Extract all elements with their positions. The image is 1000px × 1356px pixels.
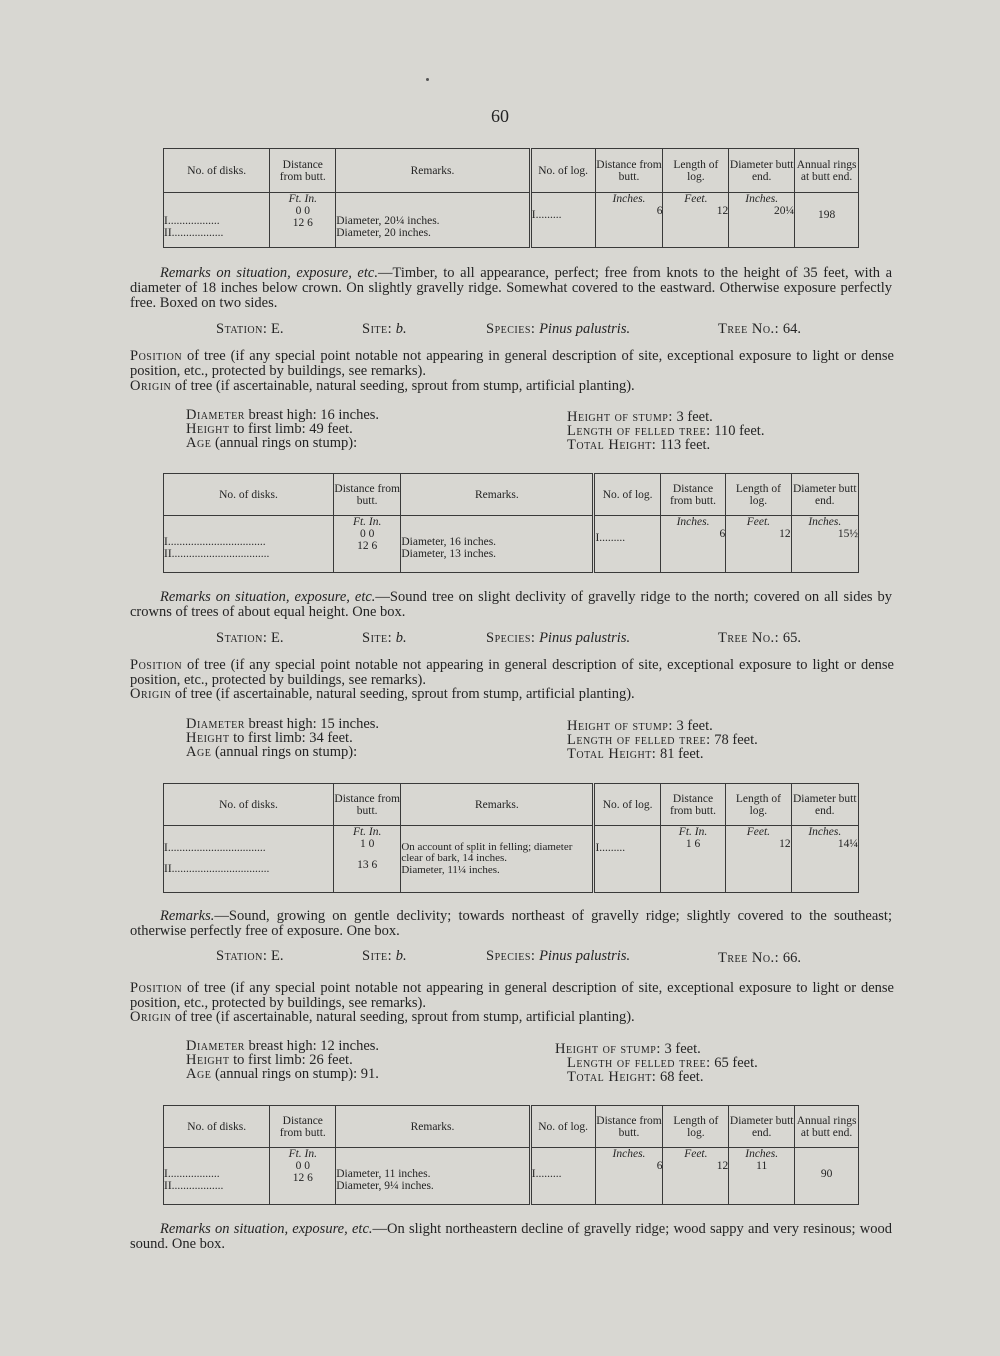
remarks-paragraph: Remarks on situation, exposure, etc.—Sound tree on slight declivity of gravelly ridge to the north; covered on all sides by crowns of trees of about equal height. One box. bbox=[130, 589, 892, 620]
col-header-length-log: Length of log. bbox=[663, 149, 729, 193]
table-row: I.................................. II.................................. Ft. In. 1 0 13 6 On account of split in felling; diameter clear of bark, 14 inches. Diameter, 11¼ inches. I......... Ft. In. 1 6 Feet. 12 Inches. 14¼ bbox=[164, 826, 859, 893]
measurement-table-65: No. of disks. Distance from butt. Remarks. No. of log. Distance from butt. Length of log. Diameter butt end. I.................................. II.................................. Ft. In. 1 0 13 6 On account of split in felling; diameter clear of bark, 14 inches. Diameter, 11¼ inches. I......... Ft. In. 1 6 Feet. 12 Inches. 14¼ bbox=[163, 783, 859, 893]
col-header-no-disks: No. of disks. bbox=[164, 149, 270, 193]
measurement-table-previous bbox=[163, 148, 859, 248]
col-header-log-distance: Distance from butt. bbox=[595, 149, 663, 193]
measurement-table-66: No. of disks. Distance from butt. Remarks. No. of log. Distance from butt. Length of log. Diameter butt end. Annual rings at butt end. I.................. II.................. Ft. In. 0 0 12 6 Diameter, 11 inches. Diameter, 9¼ inches. I......... Inches. 6 Feet. 12 Inches. 11 90 bbox=[163, 1105, 859, 1205]
disk-row: II.................. bbox=[164, 227, 224, 239]
col-header-annual-rings: Annual rings at butt end. bbox=[795, 149, 859, 193]
table-row: I.................. II.................. Ft. In. 0 0 12 6 Diameter, 20¼ inches. Diameter, 20 inches. I......... Inches. 6 Feet. 12 Inches. 20¼ 198 bbox=[164, 193, 859, 248]
table-row: I.................................. II.................................. Ft. In. 0 0 12 6 Diameter, 16 inches. Diameter, 13 inches. I......... Inches. 6 Feet. 12 Inches. 15½ bbox=[164, 516, 859, 573]
document-page: 60 No. of disks. Distance from butt. Remarks. No. of log. Distance from butt. Length of log. Diameter butt end. Annual rings at butt end. I.................. II.................. Ft. In. 0 0 12 6 Diameter, 20¼ inches. Diameter, 20 inches. I......... Inches. 6 Feet. 12 Inches. 20¼ 198 Remarks on situation, exposure, etc.—Timber, to all appearance, perfect; free from knots to the height of 35 feet, with a diameter of 18 inches below crown. On slightly gravelly ridge. Somewhat covered to the eastward. Otherwise exposure perfectly free. Boxed on two sides. Station: E. Site: b. Species: Pinus palustris. Tree No.: 64. Position of tree (if any special point notable not appearing in general description of site, exceptional exposure to light or dense position, etc., protected by buildings, see remarks). Origin of tree (if ascertainable, natural seeding, sprout from stump, artificial planting). Diameter breast high: 16 inches. Height to first limb: 49 feet. Age (annual rings on stump): Height of stump: 3 feet. Length of felled tree: 110 feet. Total Height: 113 feet. No. of disks. Distance from butt. Remarks. No. of log. Distance from butt. Length of log. Diameter butt end. I.................................. II.................................. Ft. In. 0 0 12 6 Diameter, 16 inches. Diameter, 13 inches. I......... Inches. 6 Feet. 12 Inches. 15½ Remarks on situation, exposure, etc.—Sound tree on slight declivity of gravelly ridge to the north; covered on all sides by crowns of trees of about equal height. One box. Station: E. Site: b. Species: Pinus palustris. Tree No.: 65. Position of tree (if any special point notable not appearing in general description of site, exceptional exposure to light or dense position, etc., protected by buildings, see remarks). Origin of tree (if ascertainable, natural seeding, sprout from stump, artificial planting). Diameter breast high: 15 inches. Height to first limb: 34 feet. Age (annual rings on stump): Height of stump: 3 feet. Length of felled tree: 78 feet. Total Height: 81 feet. No. of disks. Distance from butt. Remarks. No. of log. Distance from butt. Length of log. Diameter butt end. I.................................. II.................................. Ft. In. 1 0 13 6 On account of split in felling; diameter clear of bark, 14 inches. Diameter, 11¼ inches. I......... Ft. In. 1 6 Feet. 12 Inches. 14¼ Remarks.—Sound, growing on gentle declivity; towards northeast of gravelly ridge; slightly covered to the southeast; otherwise perfectly free of exposure. One box. Station: E. Site: b. Species: Pinus palustris. Tree No.: 66. Position of tree (if any special point notable not appearing in general description of site, exceptional exposure to light or dense position, etc., protected by buildings, see remarks). Origin of tree (if ascertainable, natural seeding, sprout from stump, artificial planting). Diameter breast high: 12 inches. Height to first limb: 26 feet. Age (annual rings on stump): 91. Height of stump: 3 feet. Length of felled tree: 65 feet. Total Height: 68 feet. No. of disks. Distance from butt. Remarks. No. of log. Distance from butt. Length of log. Diameter butt end. Annual rings at butt end. I.................. II.................. Ft. In. 0 0 12 6 Diameter, 11 inches. Diameter, 9¼ inches. I......... Inches. 6 Feet. 12 Inches. 11 90 Remarks on situation, exposure, etc.—On slight northeastern decline of gravelly ridge; wood sappy and very resinous; wood sound. One box. bbox=[0, 0, 1000, 1356]
col-header-no-log: No. of log. bbox=[530, 149, 595, 193]
col-header-diameter-butt: Diameter butt end. bbox=[729, 149, 795, 193]
origin-paragraph: Origin of tree (if ascertainable, natural seeding, sprout from stump, artificial planting). bbox=[130, 378, 635, 394]
remarks-paragraph: Remarks on situation, exposure, etc.—On slight northeastern decline of gravelly ridge; wood sappy and very resinous; wood sound. One box. bbox=[130, 1221, 892, 1252]
remarks-paragraph: Remarks on situation, exposure, etc.—Timber, to all appearance, perfect; free from knots to the height of 35 feet, with a diameter of 18 inches below crown. On slightly gravelly ridge. Somewhat covered to the eastward. Otherwise exposure perfectly free. Boxed on two sides. bbox=[130, 265, 893, 311]
measurement-table-64: No. of disks. Distance from butt. Remarks. No. of log. Distance from butt. Length of log. Diameter butt end. I.................................. II.................................. Ft. In. 0 0 12 6 Diameter, 16 inches. Diameter, 13 inches. I......... Inches. 6 Feet. 12 Inches. 15½ bbox=[163, 473, 859, 573]
print-speck bbox=[426, 78, 429, 81]
disk-row: I.................. bbox=[164, 215, 220, 227]
col-header-remarks: Remarks. bbox=[336, 149, 531, 193]
position-paragraph: Position of tree (if any special point notable not appearing in general description of site, exceptional exposure to light or dense position, etc., protected by buildings, see remarks). bbox=[130, 348, 894, 379]
col-header-distance: Distance from butt. bbox=[270, 149, 336, 193]
station-line: Station: E. bbox=[216, 321, 284, 337]
page-number: 60 bbox=[491, 106, 509, 126]
table-row: I.................. II.................. Ft. In. 0 0 12 6 Diameter, 11 inches. Diameter, 9¼ inches. I......... Inches. 6 Feet. 12 Inches. 11 90 bbox=[164, 1148, 859, 1205]
remarks-paragraph: Remarks.—Sound, growing on gentle declivity; towards northeast of gravelly ridge; slightly covered to the southeast; otherwise perfectly free of exposure. One box. bbox=[130, 908, 892, 939]
